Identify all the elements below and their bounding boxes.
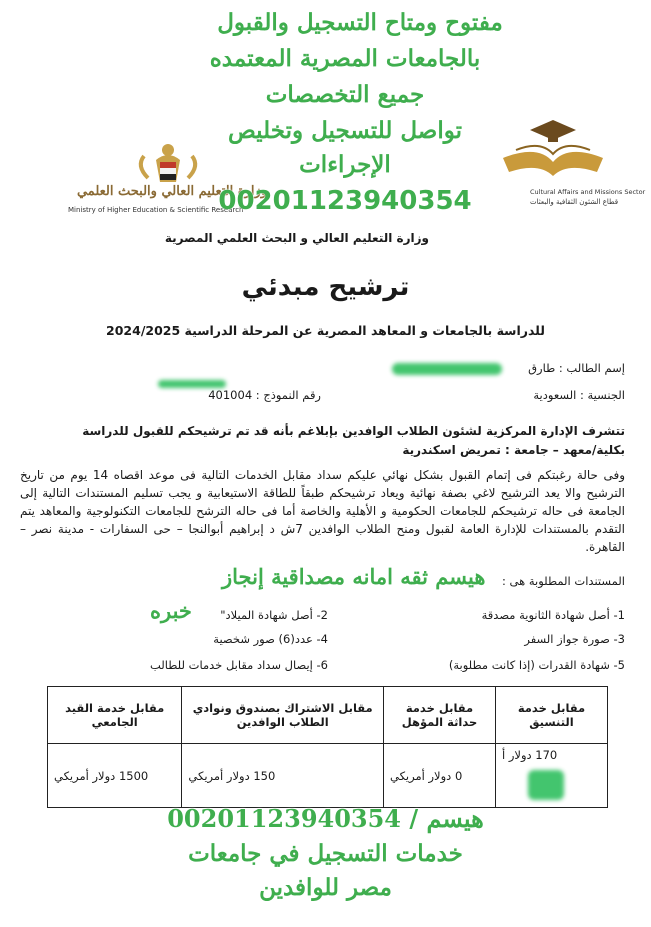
sector-caption-en: Cultural Affairs and Missions Sector [530, 188, 646, 196]
fees-cell-value: 170 دولار أ [502, 748, 558, 762]
ad-bottom-line-1 [0, 804, 651, 833]
fees-table-row [48, 744, 608, 808]
ad-top-line-5: الإجراءات [299, 151, 391, 178]
ministry-caption-ar: وزارة التعليم العالي والبحث العلمي [76, 184, 268, 199]
ministry-heading: وزارة التعليم العالي و البحث العلمي المصرية [164, 231, 429, 245]
fees-header-cell: مقابل الاشتراك بصندوق ونوادي الطلاب الوافدين [182, 687, 384, 744]
required-doc-item: 3- صورة جواز السفر [524, 632, 625, 646]
ad-middle-line-1: هيسم ثقه امانه مصداقية إنجاز [222, 564, 486, 589]
fees-table-header-row [48, 687, 608, 744]
fees-cell: 150 دولار أمريكي [182, 744, 384, 808]
ad-top-line-1: مفتوح ومتاح التسجيل والقبول [217, 9, 503, 36]
required-docs-label: المستندات المطلوبة هى : [502, 574, 625, 588]
ad-middle-line-2: خبره [150, 598, 192, 623]
student-name: إسم الطالب : طارق [528, 361, 625, 375]
redaction-form-mark [158, 380, 226, 388]
fees-header-cell: مقابل خدمة التنسيق [496, 687, 608, 744]
fees-cell [496, 744, 608, 808]
required-doc-item: 6- إيصال سداد مقابل خدمات للطالب [149, 658, 328, 672]
fees-cell: 1500 دولار أمريكي [48, 744, 182, 808]
ministry-caption-en: Ministry of Higher Education & Scientific Research [68, 206, 244, 214]
required-doc-item: 4- عدد(6) صور شخصية [213, 632, 328, 646]
page-title: ترشيح مبدئي [241, 272, 410, 302]
ad-top-phone: 00201123940354 [218, 186, 472, 216]
ad-top-line-4: تواصل للتسجيل وتخليص [227, 117, 462, 144]
required-doc-item: 5- شهادة القدرات (إذا كانت مطلوبة) [448, 658, 625, 672]
qr-redaction-mark [528, 770, 564, 800]
fees-header-cell: مقابل خدمة حداثة المؤهل [384, 687, 496, 744]
fees-header-cell: مقابل خدمة القيد الجامعي [48, 687, 182, 744]
ad-bottom-line-3: مصر للوافدين [259, 874, 392, 901]
page-subtitle: للدراسة بالجامعات و المعاهد المصرية عن المرحلة الدراسية 2024/2025 [106, 323, 545, 338]
form-number: رقم النموذج : 401004 [208, 388, 321, 402]
ad-bottom-line-1-text: هيسم / 00201123940354 [167, 804, 484, 833]
ad-top-line-2: بالجامعات المصرية المعتمده [209, 45, 481, 72]
body-paragraph: وفى حالة رغبتكم فى إتمام القبول بشكل نهائي عليكم سداد مقابل الخدمات التالية فى موعد اقصاه 14 يوم من تاريخ الترشيح والا يعد الترشيح لاغي بصفة نهائية ويعاد ترشيحكم طبقاً للطاقة الاستيعابية و يجب تسليم المستندات التالية إلى الجامعة فى حاله ترشيحكم للجامعات الحكومية و الأهلية والخاصة أما فى حاله الترشح للجامعات التكنولوجية والمعاهد يتم التقدم بالمستندات للإدارة العامة لقبول ومنح الطلاب الوافدين 7ش د إبراهيم أبوالنجا – حى السفارات - مدينة نصر – القاهرة. [20, 468, 626, 554]
redaction-name-mark [392, 363, 502, 375]
required-doc-item: 2- أصل شهادة الميلاد" [220, 608, 328, 622]
required-doc-item: 1- أصل شهادة الثانوية مصدقة [481, 608, 625, 622]
announcement-line-1: تتشرف الإدارة المركزية لشئون الطلاب الوافدين بإبلاغم بأنه قد تم ترشيحكم للقبول للدراسة [82, 424, 625, 438]
fees-table [47, 686, 608, 808]
ad-bottom-line-2: خدمات التسجيل في جامعات [188, 840, 463, 867]
fees-cell: 0 دولار أمريكي [384, 744, 496, 808]
sector-caption-ar: قطاع الشئون الثقافية والبعثات [530, 198, 619, 206]
announcement-line-2: بكلية/معهد – جامعة : تمريض اسكندرية [402, 443, 625, 457]
nationality: الجنسية : السعودية [533, 388, 625, 402]
ad-top-line-3: جميع التخصصات [265, 81, 425, 108]
